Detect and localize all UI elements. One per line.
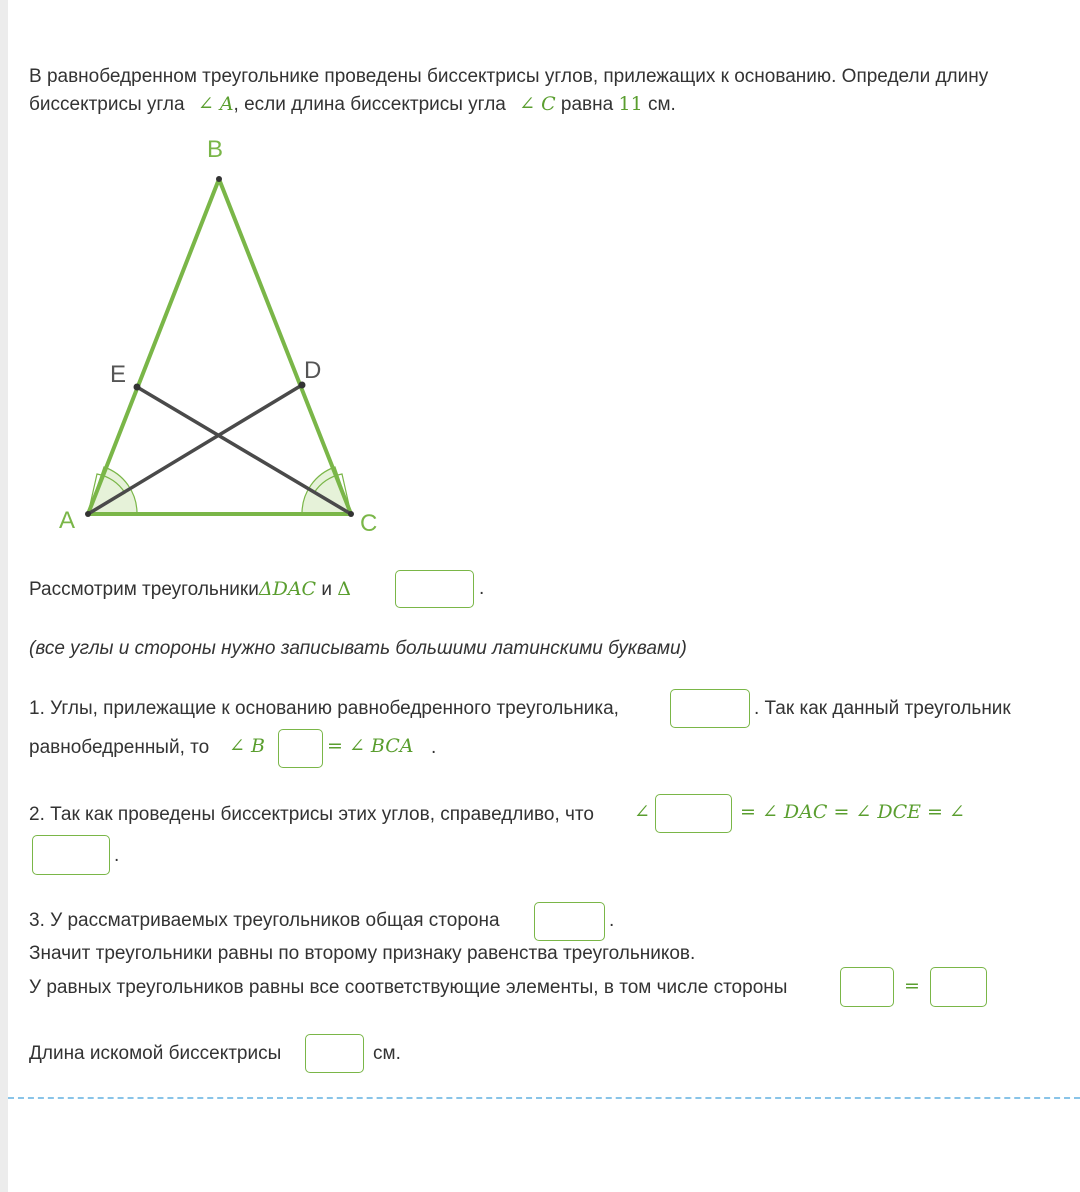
point-a	[85, 511, 91, 517]
label-e: E	[110, 361, 127, 388]
label-c: C	[360, 510, 378, 537]
angle-bca-math: = ∠ BCA	[327, 735, 414, 757]
problem-text-2d: см.	[647, 94, 676, 115]
hint-text: (все углы и стороны нужно записывать большими латинскими буквами)	[29, 638, 687, 659]
bisected-angle-input-2[interactable]	[32, 835, 110, 875]
side-ab	[88, 179, 219, 514]
triangle2-input[interactable]	[395, 570, 474, 608]
step3-text-b: Значит треугольники равны по второму признаку равенства треугольников.	[29, 943, 696, 964]
step0-text: Рассмотрим треугольники	[29, 579, 259, 600]
equal-side-input-1[interactable]	[840, 967, 894, 1007]
bisector-ad	[88, 385, 302, 514]
angle-chain-math: = ∠ DAC = ∠ DCE = ∠	[740, 801, 965, 823]
step0-end: .	[479, 578, 485, 599]
step3-text-c: У равных треугольников равны все соответствующие элементы, в том числе стороны	[29, 977, 788, 998]
bisected-angle-input-1[interactable]	[655, 794, 732, 833]
left-shade	[0, 0, 8, 1192]
step2-end: .	[114, 845, 120, 866]
bisector-length-value: 11	[618, 93, 643, 115]
step3-text-a: 3. У рассматриваемых треугольников общая сторона	[29, 910, 500, 931]
angle-symbol: ∠	[634, 801, 650, 823]
triangle-dac-math: ΔDAC	[258, 578, 317, 600]
angle-b-input[interactable]	[278, 729, 323, 768]
step1-text-a: 1. Углы, прилежащие к основанию равнобедренного треугольника,	[29, 698, 619, 719]
step1-end: .	[431, 737, 437, 758]
common-side-input[interactable]	[534, 902, 605, 941]
answer-text: Длина искомой биссектрисы	[29, 1043, 282, 1064]
step0-line	[29, 578, 351, 601]
triangle-figure	[40, 130, 420, 550]
problem-line-1	[29, 66, 988, 88]
angle-c-math: ∠ C	[519, 93, 556, 115]
answer-input[interactable]	[305, 1034, 364, 1073]
problem-text-2b: , если длина биссектрисы угла	[233, 94, 506, 115]
step2-text: 2. Так как проведены биссектрисы этих углов, справедливо, что	[29, 804, 594, 825]
problem-text-2c: равна	[560, 94, 614, 115]
problem-text-2a: биссектрисы угла	[29, 94, 185, 115]
bisector-ce	[137, 387, 351, 514]
angle-b-math: ∠ B	[229, 735, 265, 757]
step1-text-b: . Так как данный треугольник	[754, 698, 1011, 719]
section-divider	[8, 1097, 1080, 1099]
step1-text-c: равнобедренный, то	[29, 737, 210, 758]
point-b	[216, 176, 222, 182]
label-a: A	[59, 507, 76, 534]
delta-symbol: Δ	[337, 578, 351, 600]
step3-end-a: .	[609, 910, 615, 931]
angle-a-math: ∠ A	[197, 93, 234, 115]
label-d: D	[304, 357, 322, 384]
problem-text-1: В равнобедренном треугольнике проведены биссектрисы углов, прилежащих к основанию. Определи длину	[29, 66, 989, 87]
side-bc	[219, 179, 351, 514]
step0-and: и	[321, 579, 332, 600]
label-b: B	[207, 136, 224, 163]
answer-unit: см.	[373, 1043, 401, 1064]
equal-side-input-2[interactable]	[930, 967, 987, 1007]
point-c	[348, 511, 354, 517]
base-angles-input[interactable]	[670, 689, 750, 728]
problem-line-2	[29, 93, 676, 116]
point-e	[134, 384, 141, 391]
equals-sign: =	[904, 975, 920, 997]
